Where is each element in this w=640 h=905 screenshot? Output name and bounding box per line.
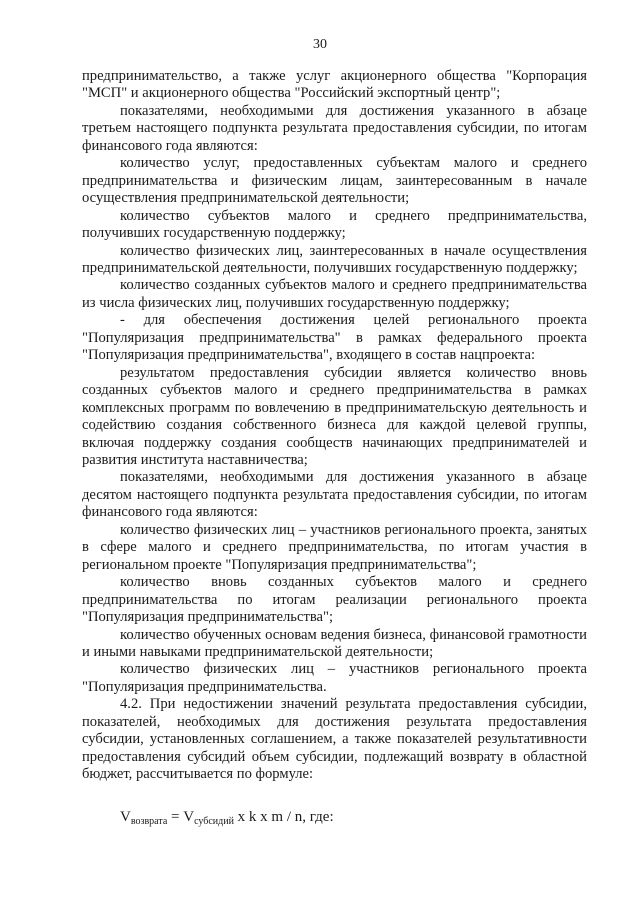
paragraph: показателями, необходимыми для достижения указанного в абзаце десятом настоящего подпункта результата предоставления субсидии, по итогам финансового года являются: bbox=[82, 469, 587, 521]
paragraph: показателями, необходимыми для достижения указанного в абзаце третьем настоящего подпункта результата предоставления субсидии, по итогам финансового года являются: bbox=[82, 102, 587, 154]
paragraph: количество физических лиц – участников регионального проекта "Популяризация предпринимательства. bbox=[82, 661, 587, 695]
paragraph: - для обеспечения достижения целей регионального проекта "Популяризация предпринимательства" в рамках федерального проекта "Популяризация предпринимательства", входящего в состав нацпроекта: bbox=[82, 312, 587, 364]
paragraph: количество обученных основам ведения бизнеса, финансовой грамотности и иными навыками предпринимательской деятельности; bbox=[82, 626, 587, 660]
paragraph: количество вновь созданных субъектов малого и среднего предпринимательства по итогам реализации регионального проекта "Популяризация предпринимательства"; bbox=[82, 574, 587, 626]
paragraph: количество услуг, предоставленных субъектам малого и среднего предпринимательства и физическим лицам, заинтересованным в начале осуществления предпринимательской деятельности; bbox=[82, 155, 587, 207]
formula bbox=[82, 808, 587, 826]
page-number: 30 bbox=[313, 37, 327, 52]
paragraph: предпринимательство, а также услуг акционерного общества "Корпорация "МСП" и акционерного общества "Российский экспортный центр"; bbox=[82, 68, 587, 102]
paragraph: количество физических лиц, заинтересованных в начале осуществления предпринимательской деятельности, получивших государственную поддержку; bbox=[82, 242, 587, 276]
paragraph: количество физических лиц – участников регионального проекта, занятых в сфере малого и среднего предпринимательства, по итогам участия в региональном проекте "Популяризация предпринимательства"; bbox=[82, 521, 587, 573]
formula-symbol: V bbox=[120, 808, 131, 825]
formula-symbol: = V bbox=[167, 808, 195, 825]
paragraph: 4.2. При недостижении значений результата предоставления субсидии, показателей, необходимых для достижения результата предоставления субсидии, установленных соглашением, а также показателей результативности предоставления субсидий объем субсидии, подлежащий возврату в областной бюджет, рассчитывается по формуле: bbox=[82, 696, 587, 783]
formula-expression: x k x m / n, где: bbox=[233, 808, 334, 825]
paragraph: количество субъектов малого и среднего предпринимательства, получивших государственную поддержку; bbox=[82, 207, 587, 242]
paragraph: результатом предоставления субсидии является количество вновь созданных субъектов малого и среднего предпринимательства в рамках комплексных программ по вовлечению в предпринимательскую деятельность и содействию создания собственного бизнеса для каждой целевой группы, включая поддержку создания сообществ начинающих предпринимателей и развития института наставничества; bbox=[82, 364, 587, 468]
paragraph: количество созданных субъектов малого и среднего предпринимательства из числа физических лиц, получивших государственную поддержку; bbox=[82, 277, 587, 311]
formula-subscript: возврата bbox=[130, 815, 168, 827]
formula-subscript: субсидий bbox=[194, 815, 234, 827]
document-body bbox=[82, 68, 587, 826]
